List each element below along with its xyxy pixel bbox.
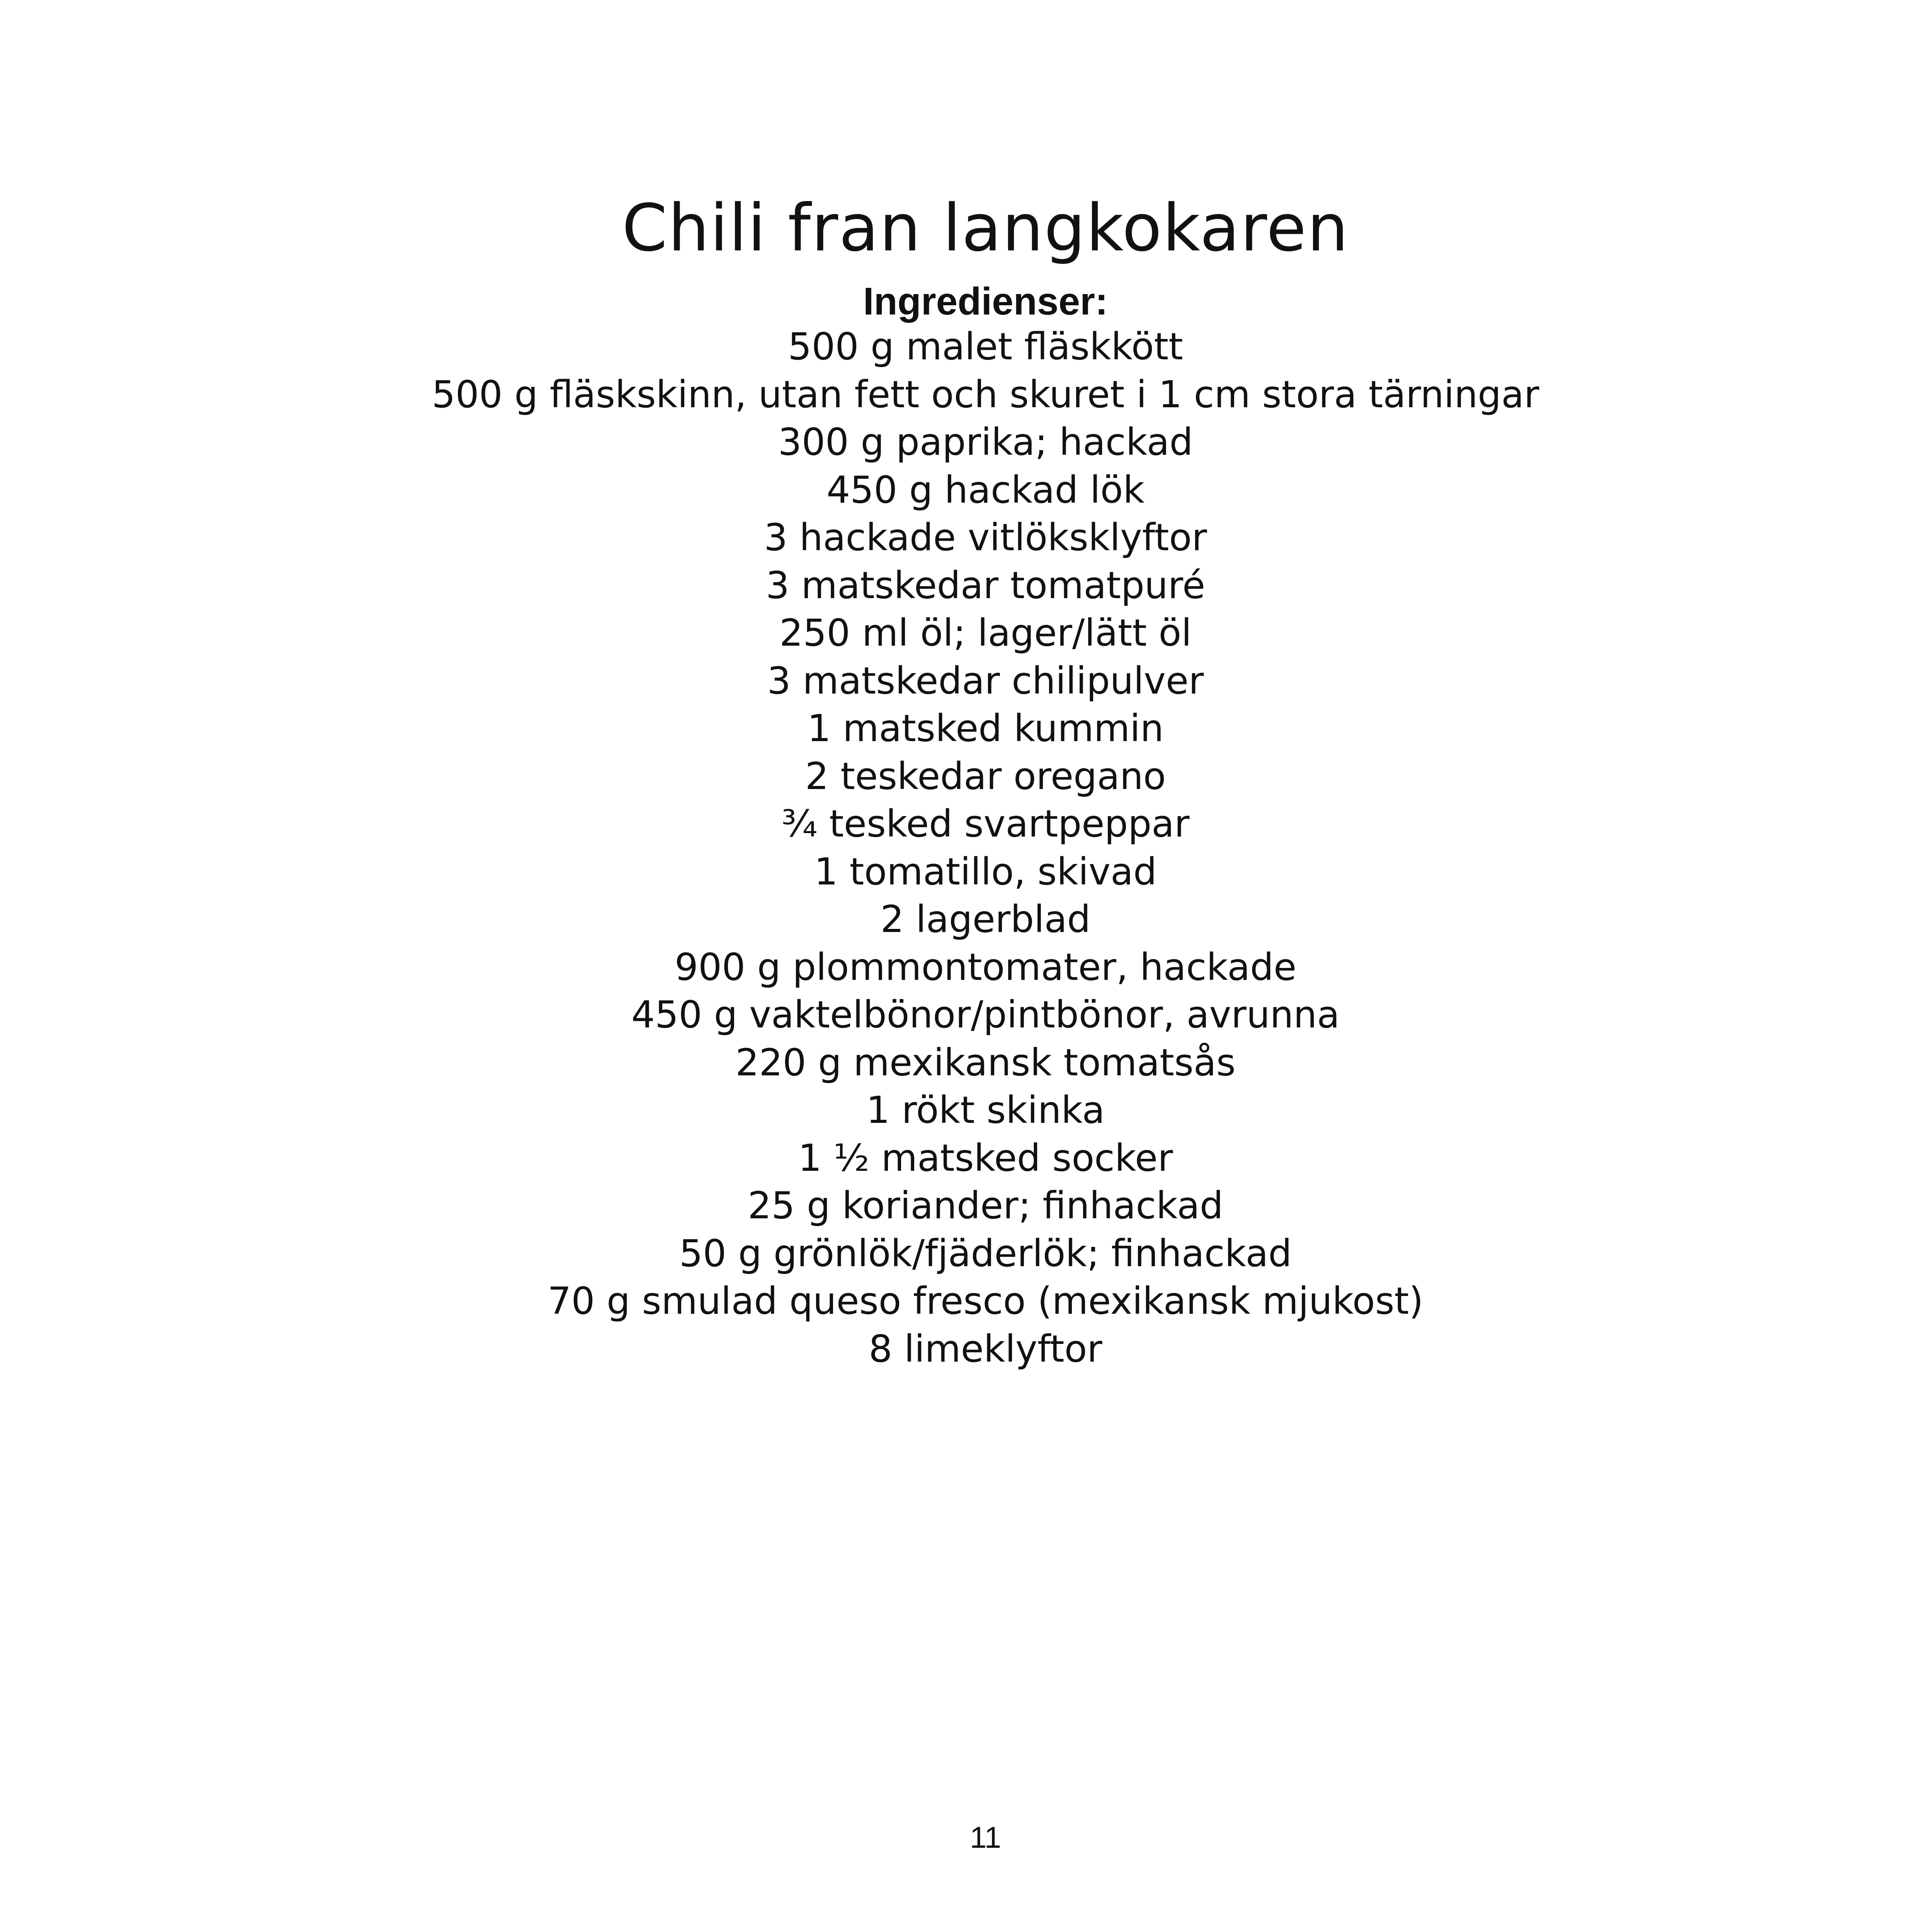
ingredient-item: 3 matskedar chilipulver — [767, 659, 1204, 702]
ingredient-item: 1 tomatillo, skivad — [814, 850, 1157, 893]
ingredient-item: 25 g koriander; finhackad — [748, 1184, 1223, 1227]
ingredient-item: 1 ½ matsked socker — [798, 1136, 1173, 1180]
ingredient-item: 3 hackade vitlöksklyftor — [764, 516, 1207, 559]
ingredient-item: ¾ tesked svartpeppar — [781, 802, 1190, 845]
ingredient-item: 1 matsked kummin — [807, 707, 1164, 750]
ingredient-item: 450 g vaktelbönor/pintbönor, avrunna — [631, 993, 1340, 1036]
ingredient-item: 50 g grönlök/fjäderlök; finhackad — [679, 1231, 1292, 1275]
ingredient-item: 8 limeklyftor — [869, 1327, 1102, 1371]
page-number: 11 — [970, 1820, 1001, 1854]
ingredient-item: 70 g smulad queso fresco (mexikansk mjukost) — [548, 1279, 1423, 1323]
ingredient-item: 300 g paprika; hackad — [778, 420, 1193, 464]
ingredients-heading: Ingredienser: — [863, 280, 1108, 323]
ingredient-item: 2 lagerblad — [880, 898, 1091, 941]
ingredient-item: 500 g fläskskinn, utan fett och skuret i 1 cm stora tärningar — [432, 372, 1539, 416]
ingredient-item: 450 g hackad lök — [827, 468, 1145, 512]
ingredient-item: 250 ml öl; lager/lätt öl — [779, 611, 1192, 655]
ingredient-item: 2 teskedar oregano — [805, 754, 1166, 798]
ingredient-item: 220 g mexikansk tomatsås — [735, 1041, 1236, 1084]
ingredient-item: 1 rökt skinka — [866, 1088, 1105, 1132]
ingredient-item: 900 g plommontomater, hackade — [674, 945, 1297, 989]
ingredients-list — [0, 323, 1932, 1373]
recipe-title: Chili fran langkokaren — [622, 190, 1349, 266]
ingredient-item: 3 matskedar tomatpuré — [765, 563, 1206, 607]
ingredient-item: 500 g malet fläskkött — [788, 325, 1183, 368]
